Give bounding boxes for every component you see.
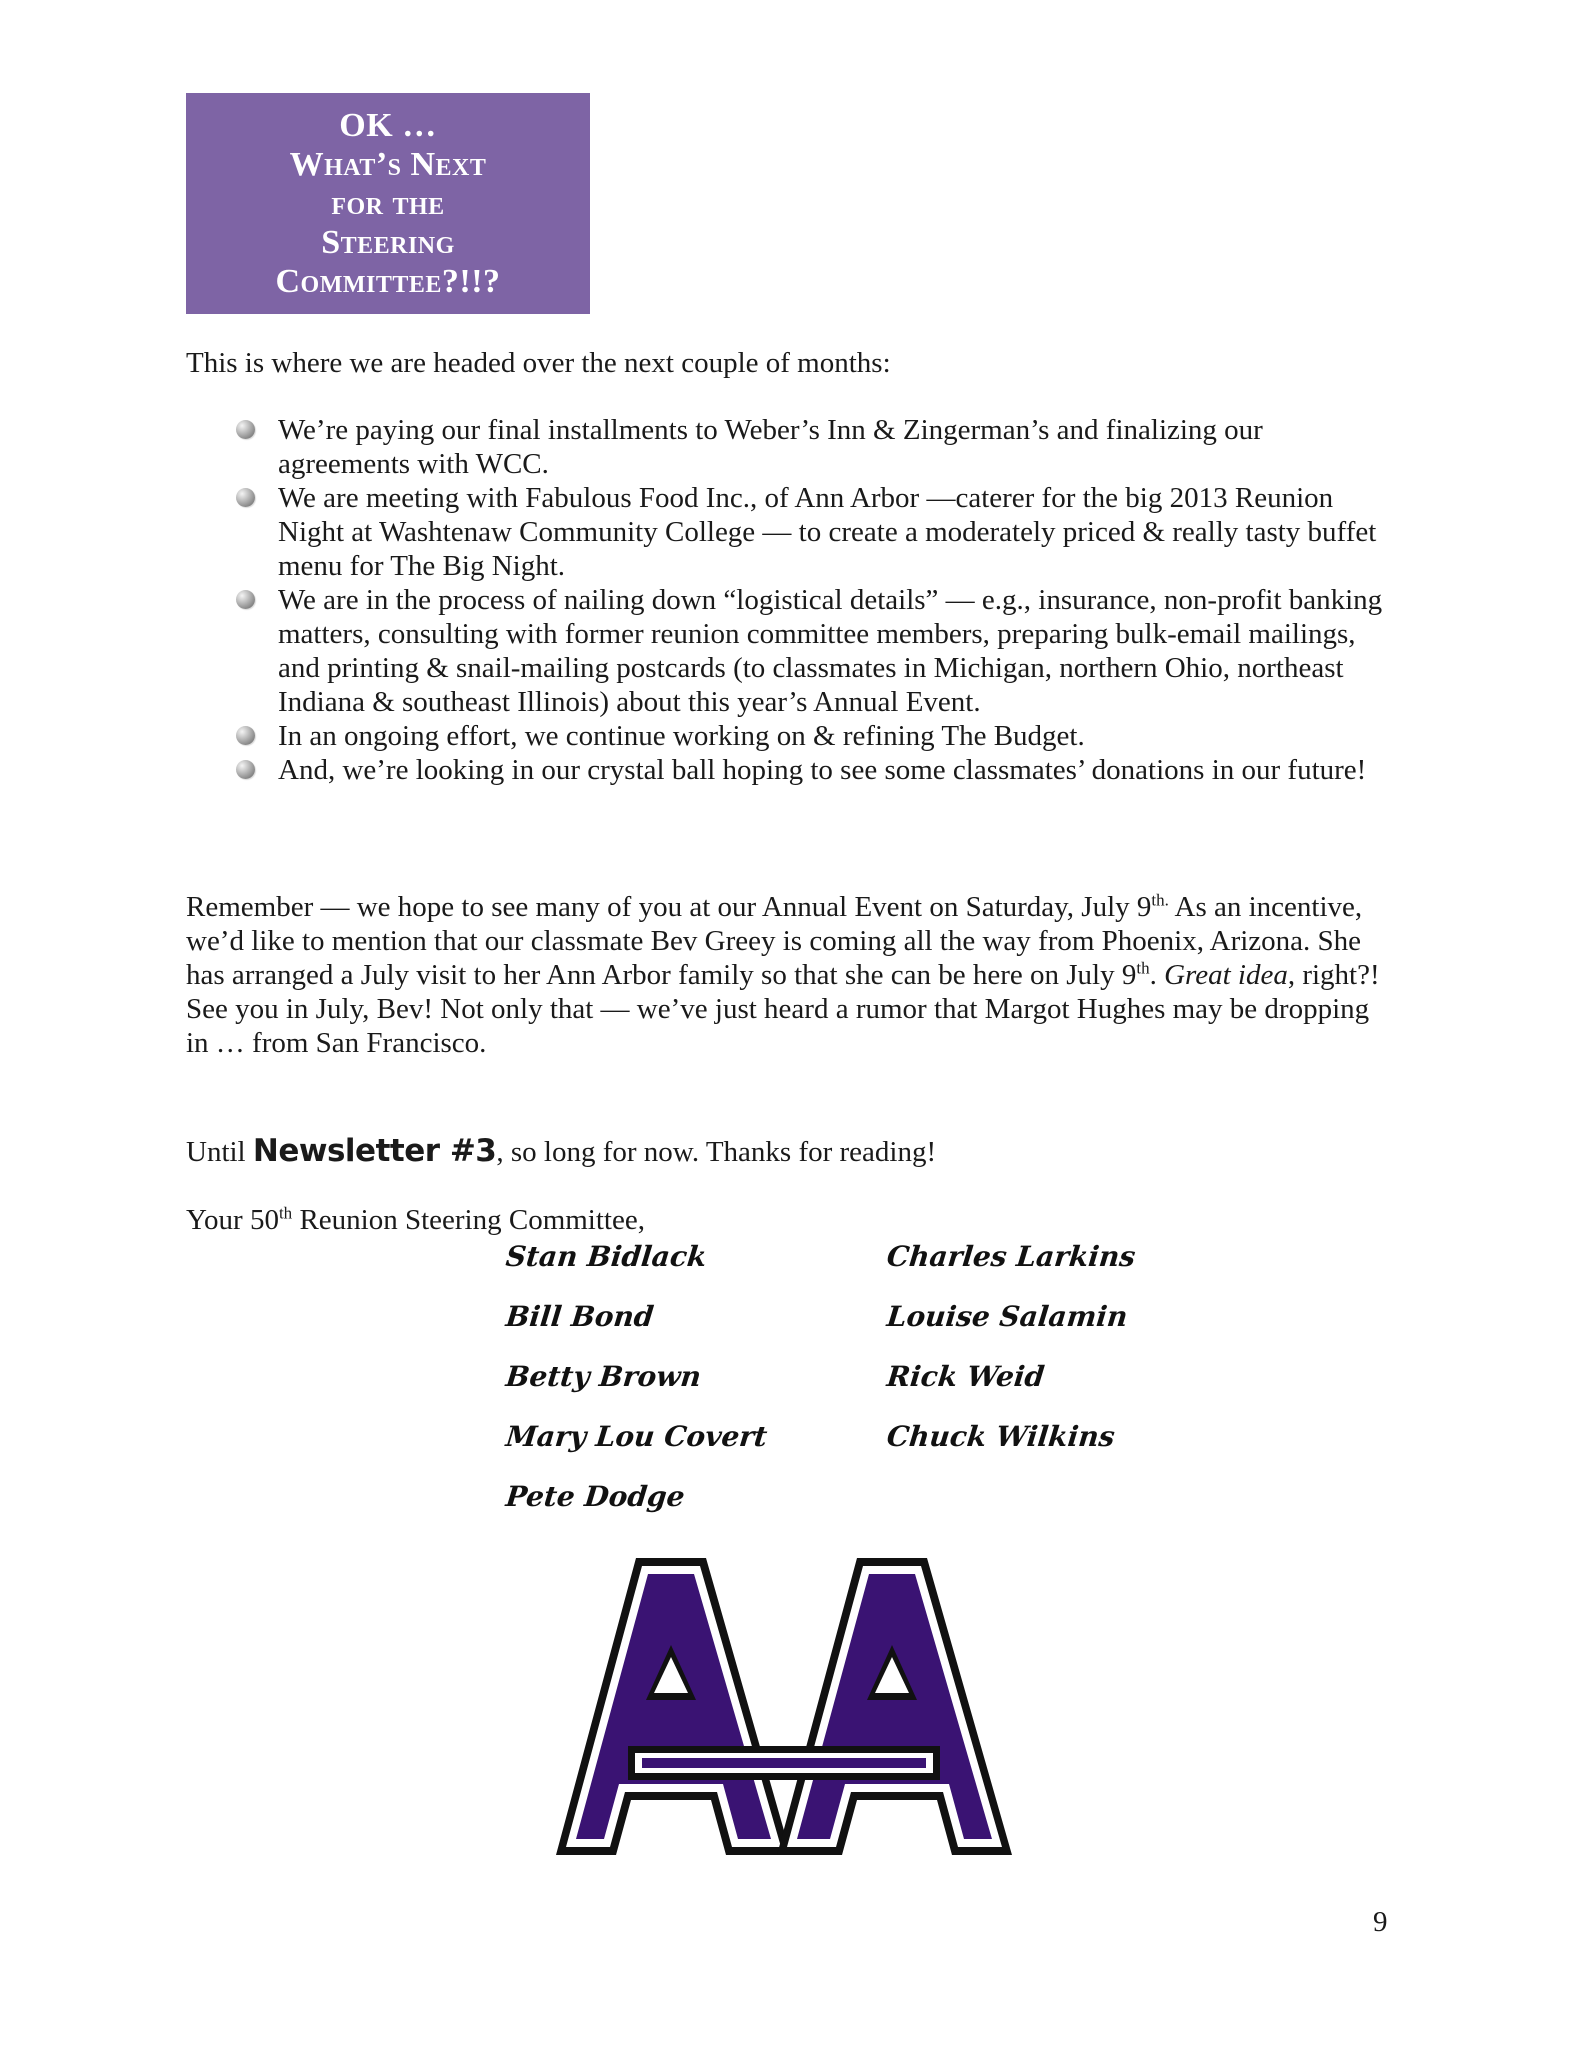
signoff-text: Reunion Steering Committee,	[292, 1204, 645, 1236]
heading-line: What’s Next	[289, 146, 487, 183]
closing-line	[186, 1134, 1396, 1169]
logo-crossbar	[628, 1746, 940, 1780]
page-number: 9	[1373, 1906, 1388, 1938]
remember-text: .	[1149, 959, 1165, 991]
sphere-bullet-icon	[236, 726, 255, 745]
remember-text: , right?! See you in July, Bev! Not only that — we’ve just heard a rumor that Margot Hughes may be dropping in … from San Francisco.	[186, 959, 1380, 1059]
list-item-text: We are in the process of nailing down “logistical details” — e.g., insurance, non-profit banking matters, consulting with former reunion committee members, preparing bulk-email mailings, and printing & snail-mailing postcards (to classmates in Michigan, northern Ohio, northeast Indiana & southeast Illinois) about this year’s Annual Event.	[278, 584, 1383, 718]
heading-line: OK …	[339, 107, 437, 144]
ordinal-suffix: th	[1136, 958, 1150, 978]
heading-line: Committee?!!?	[275, 263, 501, 300]
newsletter-title: Newsletter #3	[252, 1133, 497, 1169]
logo-letter-left	[556, 1558, 791, 1855]
list-item-text: And, we’re looking in our crystal ball hoping to see some classmates’ donations in our future!	[278, 754, 1367, 786]
list-item	[186, 583, 1398, 719]
signature-name: Chuck Wilkins	[885, 1420, 1117, 1453]
signature-name: Mary Lou Covert	[504, 1420, 769, 1453]
sphere-bullet-icon	[236, 760, 255, 779]
remember-paragraph	[186, 890, 1396, 1060]
list-item	[186, 413, 1398, 481]
signature-name: Rick Weid	[885, 1360, 1047, 1393]
closing-text: , so long for now. Thanks for reading!	[496, 1136, 937, 1168]
sphere-bullet-icon	[236, 420, 255, 439]
sphere-bullet-icon	[236, 590, 255, 609]
signature-name: Louise Salamin	[885, 1300, 1130, 1333]
sphere-bullet-icon	[236, 488, 255, 507]
list-item-text: We are meeting with Fabulous Food Inc., of Ann Arbor —caterer for the big 2013 Reunion Night at Washtenaw Community College — to create a moderately priced & really tasty buffet menu for The Big Night.	[278, 482, 1377, 582]
signoff-line	[186, 1203, 1396, 1237]
list-item	[186, 753, 1398, 787]
list-item-text: In an ongoing effort, we continue working on & refining The Budget.	[278, 720, 1085, 752]
remember-text: As an incentive, we’d like to mention that our classmate Bev Greey is coming all the way from Phoenix, Arizona. She has arranged a July visit to her Ann Arbor family so that she can be here on July 9	[186, 891, 1363, 991]
list-item	[186, 481, 1398, 583]
signature-name: Bill Bond	[504, 1300, 656, 1333]
remember-text: Remember — we hope to see many of you at our Annual Event on Saturday, July 9	[186, 891, 1152, 923]
list-item-text: We’re paying our final installments to Weber’s Inn & Zingerman’s and finalizing our agreements with WCC.	[278, 414, 1263, 480]
school-aa-logo	[556, 1550, 1012, 1863]
logo-letter-right	[777, 1558, 1012, 1855]
ordinal-suffix: th.	[1151, 890, 1169, 910]
heading-line: for the	[331, 185, 445, 222]
intro-paragraph: This is where we are headed over the next couple of months:	[186, 347, 891, 379]
section-heading-box	[186, 93, 590, 314]
list-item	[186, 719, 1398, 753]
closing-text: Until	[186, 1136, 253, 1168]
ordinal-suffix: th	[278, 1203, 293, 1223]
signature-name: Stan Bidlack	[504, 1240, 709, 1273]
signature-name: Pete Dodge	[504, 1480, 687, 1513]
signature-name: Betty Brown	[504, 1360, 703, 1393]
remember-emphasis: Great idea	[1164, 959, 1288, 991]
signoff-text: Your 50	[186, 1204, 279, 1236]
plans-list	[186, 413, 1398, 787]
heading-line: Steering	[321, 224, 455, 261]
signature-name: Charles Larkins	[885, 1240, 1137, 1273]
